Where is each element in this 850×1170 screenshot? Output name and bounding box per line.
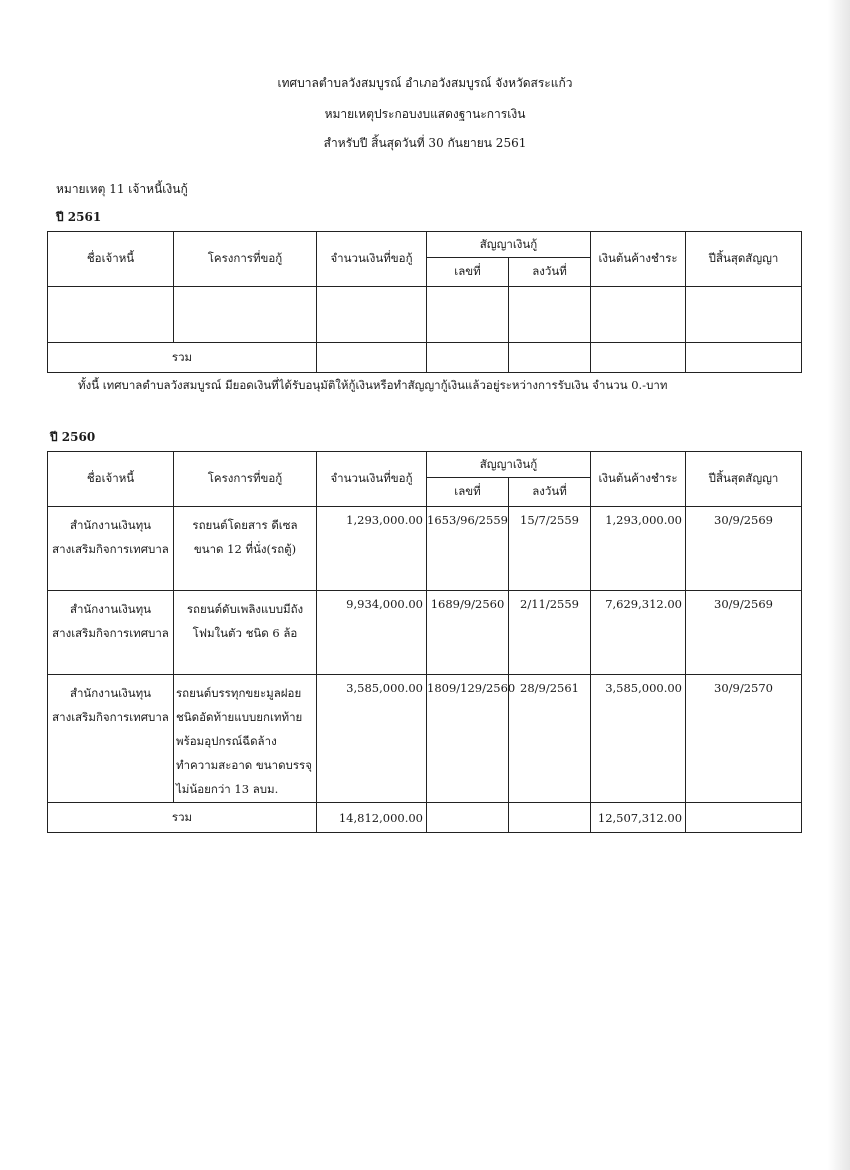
total-row [48, 343, 802, 373]
project-line: ขนาด 12 ที่นั่ง(รถตู้) [193, 542, 297, 556]
project-line: พร้อมอุปกรณ์ฉีดล้าง [176, 734, 277, 748]
creditor-line: สางเสริมกิจการเทศบาล [52, 710, 169, 724]
project-line: ทำความสะอาด ขนาดบรรจุ [176, 758, 312, 772]
total-amount: 14,812,000.00 [317, 803, 427, 833]
creditor-line: สางเสริมกิจการเทศบาล [52, 542, 169, 556]
creditor-line: สำนักงานเงินทุน [69, 518, 152, 532]
col-project: โครงการที่ขอกู้ [174, 452, 317, 507]
col-contract-date: ลงวันที่ [509, 258, 591, 287]
table-row [48, 287, 802, 343]
project-line: ไม่น้อยกว่า 13 ลบม. [176, 782, 279, 796]
total-outstanding: 12,507,312.00 [591, 803, 686, 833]
project-line: โฟมในตัว ชนิด 6 ล้อ [192, 626, 298, 640]
loan-table-2560 [47, 451, 802, 833]
creditor-cell [48, 591, 174, 675]
col-contract: สัญญาเงินกู้ [427, 232, 591, 258]
table-row [48, 591, 802, 675]
creditor-line: สางเสริมกิจการเทศบาล [52, 626, 169, 640]
col-amount: จำนวนเงินที่ขอกู้ [317, 232, 427, 287]
amount-cell: 9,934,000.00 [317, 591, 427, 675]
total-label: รวม [48, 803, 317, 833]
contract-no-cell: 1809/129/2560 [427, 675, 509, 803]
contract-no-cell: 1689/9/2560 [427, 591, 509, 675]
note-title: หมายเหตุ 11 เจ้าหนี้เงินกู้ [56, 182, 188, 196]
col-outstanding: เงินต้นค้างชำระ [591, 232, 686, 287]
outstanding-cell: 1,293,000.00 [591, 507, 686, 591]
col-contract-date: ลงวันที่ [509, 478, 591, 507]
project-cell [174, 591, 317, 675]
table-row [48, 507, 802, 591]
project-cell [174, 675, 317, 803]
footnote-2561: ทั้งนี้ เทศบาลตำบลวังสมบูรณ์ มียอดเงินที่ได้รับอนุมัติให้กู้เงินหรือทำสัญญากู้เงินแล้วอยู่ระหว่างการรับเงิน จำนวน 0.-บาท [78, 378, 668, 392]
amount-cell: 3,585,000.00 [317, 675, 427, 803]
year-2561-label: ปี 2561 [56, 210, 102, 224]
col-contract-no: เลขที่ [427, 478, 509, 507]
header-org: เทศบาลตำบลวังสมบูรณ์ อำเภอวังสมบูรณ์ จังหวัดสระแก้ว [277, 76, 573, 90]
outstanding-cell: 3,585,000.00 [591, 675, 686, 803]
col-outstanding: เงินต้นค้างชำระ [591, 452, 686, 507]
total-label: รวม [48, 343, 317, 373]
header-title: หมายเหตุประกอบงบแสดงฐานะการเงิน [324, 107, 526, 121]
outstanding-cell: 7,629,312.00 [591, 591, 686, 675]
col-end-year: ปีสิ้นสุดสัญญา [686, 232, 802, 287]
col-contract: สัญญาเงินกู้ [427, 452, 591, 478]
project-line: ชนิดอัดท้ายแบบยกเทท้าย [176, 710, 303, 724]
contract-date-cell: 15/7/2559 [509, 507, 591, 591]
creditor-cell [48, 675, 174, 803]
table-row [48, 675, 802, 803]
amount-cell: 1,293,000.00 [317, 507, 427, 591]
end-year-cell: 30/9/2570 [686, 675, 802, 803]
contract-no-cell: 1653/96/2559 [427, 507, 509, 591]
col-creditor: ชื่อเจ้าหนี้ [48, 232, 174, 287]
creditor-cell [48, 507, 174, 591]
header-period: สำหรับปี สิ้นสุดวันที่ 30 กันยายน 2561 [323, 136, 527, 150]
col-project: โครงการที่ขอกู้ [174, 232, 317, 287]
creditor-line: สำนักงานเงินทุน [69, 686, 152, 700]
total-row [48, 803, 802, 833]
project-line: รถยนต์บรรทุกขยะมูลฝอย [176, 686, 302, 700]
project-line: รถยนต์โดยสาร ดีเซล [192, 518, 298, 532]
col-creditor: ชื่อเจ้าหนี้ [48, 452, 174, 507]
col-contract-no: เลขที่ [427, 258, 509, 287]
creditor-line: สำนักงานเงินทุน [69, 602, 152, 616]
col-amount: จำนวนเงินที่ขอกู้ [317, 452, 427, 507]
end-year-cell: 30/9/2569 [686, 591, 802, 675]
project-cell [174, 507, 317, 591]
contract-date-cell: 28/9/2561 [509, 675, 591, 803]
year-2560-label: ปี 2560 [50, 430, 96, 444]
project-line: รถยนต์ดับเพลิงแบบมีถัง [186, 602, 304, 616]
end-year-cell: 30/9/2569 [686, 507, 802, 591]
loan-table-2561 [47, 231, 802, 373]
contract-date-cell: 2/11/2559 [509, 591, 591, 675]
col-end-year: ปีสิ้นสุดสัญญา [686, 452, 802, 507]
page-edge-shadow [828, 0, 850, 1170]
